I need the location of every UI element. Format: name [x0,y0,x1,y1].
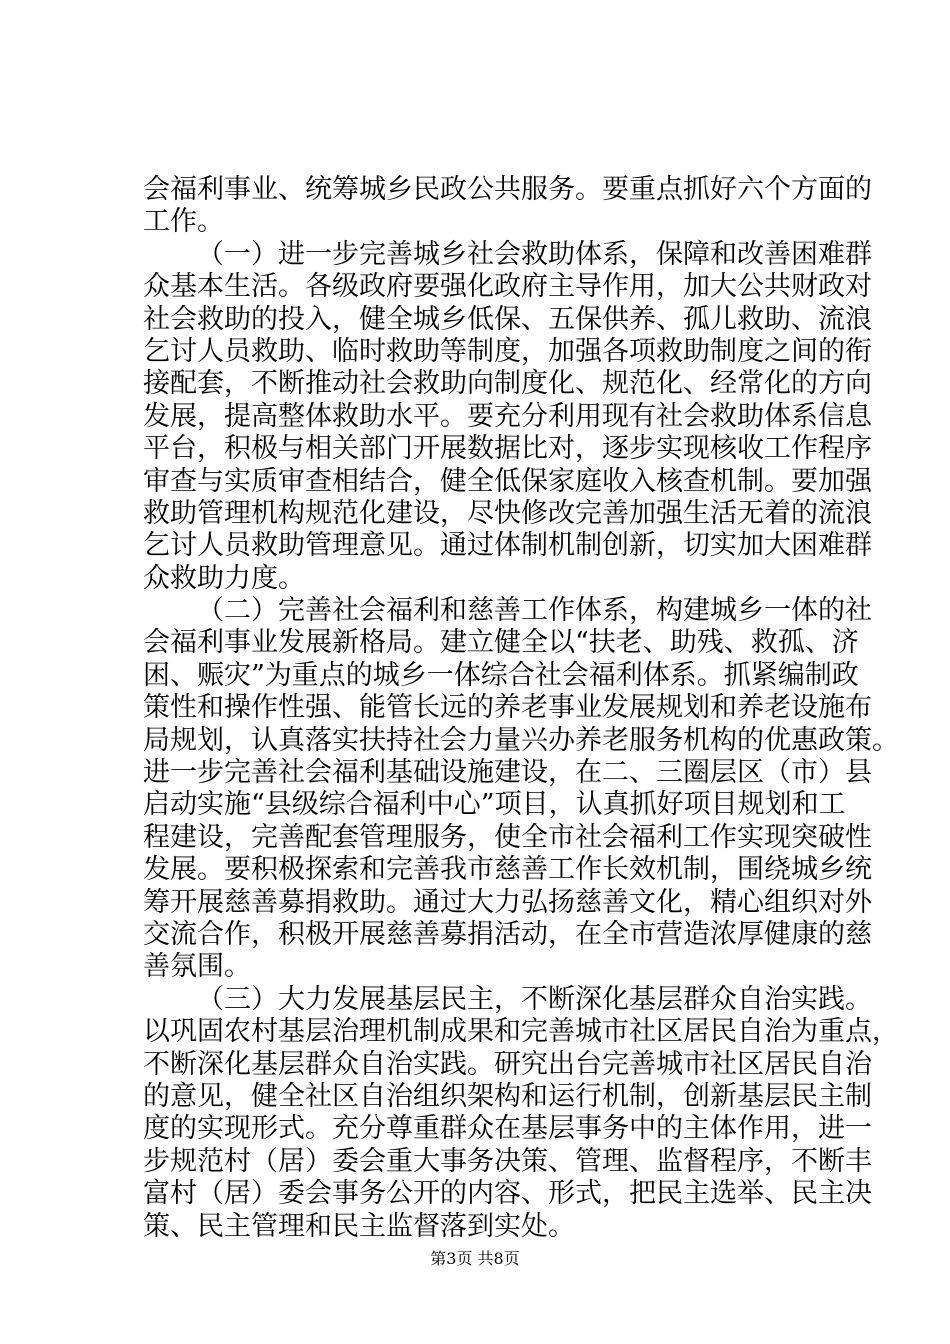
text-line: 启动实施“县级综合福利中心”项目，认真抓好项目规划和工 [143,789,846,821]
text-line: 步规范村（居）委会重大事务决策、管理、监督程序，不断丰 [143,1145,872,1177]
text-line: 众救助力度。 [143,562,305,594]
text-line: 众基本生活。各级政府要强化政府主导作用，加大公共财政对 [143,271,872,303]
text-line: 富村（居）委会事务公开的内容、形式，把民主选举、民主决 [143,1178,872,1210]
text-line: （一）进一步完善城乡社会救助体系，保障和改善困难群 [197,238,872,270]
text-line: 审查与实质审查相结合，健全低保家庭收入核查机制。要加强 [143,465,872,497]
text-line: （二）完善社会福利和慈善工作体系，构建城乡一体的社 [197,595,872,627]
text-line: 乞讨人员救助管理意见。通过体制机制创新，切实加大困难群 [143,530,872,562]
text-line: 工作。 [143,206,224,238]
text-line: 局规划，认真落实扶持社会力量兴办养老服务机构的优惠政策。 [143,724,899,756]
text-line: 进一步完善社会福利基础设施建设，在二、三圈层区（市）县 [143,757,872,789]
text-line: 平台，积极与相关部门开展数据比对，逐步实现核收工作程序 [143,433,872,465]
text-line: 不断深化基层群众自治实践。研究出台完善城市社区居民自治 [143,1048,872,1080]
text-line: 会福利事业发展新格局。建立健全以“扶老、助残、救孤、济 [143,627,859,659]
text-line: 困、赈灾”为重点的城乡一体综合社会福利体系。抓紧编制政 [143,659,859,691]
document-body [143,174,899,1243]
text-line: 筹开展慈善募捐救助。通过大力弘扬慈善文化，精心组织对外 [143,886,872,918]
text-line: 以巩固农村基层治理机制成果和完善城市社区居民自治为重点， [143,1016,899,1048]
text-line: 社会救助的投入，健全城乡低保、五保供养、孤儿救助、流浪 [143,303,872,335]
text-line: 会福利事业、统筹城乡民政公共服务。要重点抓好六个方面的 [143,174,872,205]
text-line: 发展。要积极探索和完善我市慈善工作长效机制，围绕城乡统 [143,854,872,886]
text-line: 善氛围。 [143,951,251,983]
text-line: 程建设，完善配套管理服务，使全市社会福利工作实现突破性 [143,821,872,853]
text-line: 度的实现形式。充分尊重群众在基层事务中的主体作用，进一 [143,1113,872,1145]
page-footer: 第3页 共8页 [430,1249,520,1268]
text-line: 接配套，不断推动社会救助向制度化、规范化、经常化的方向 [143,368,872,400]
text-line: 的意见，健全社区自治组织架构和运行机制，创新基层民主制 [143,1080,872,1112]
text-line: 策性和操作性强、能管长远的养老事业发展规划和养老设施布 [143,692,872,724]
text-line: 救助管理机构规范化建设，尽快修改完善加强生活无着的流浪 [143,497,872,529]
text-line: 乞讨人员救助、临时救助等制度，加强各项救助制度之间的衔 [143,335,872,367]
text-line: 交流合作，积极开展慈善募捐活动，在全市营造浓厚健康的慈 [143,918,872,950]
text-line: 发展，提高整体救助水平。要充分利用现有社会救助体系信息 [143,400,872,432]
text-line: （三）大力发展基层民主，不断深化基层群众自治实践。 [197,983,872,1015]
text-line: 策、民主管理和民主监督落到实处。 [143,1210,575,1242]
